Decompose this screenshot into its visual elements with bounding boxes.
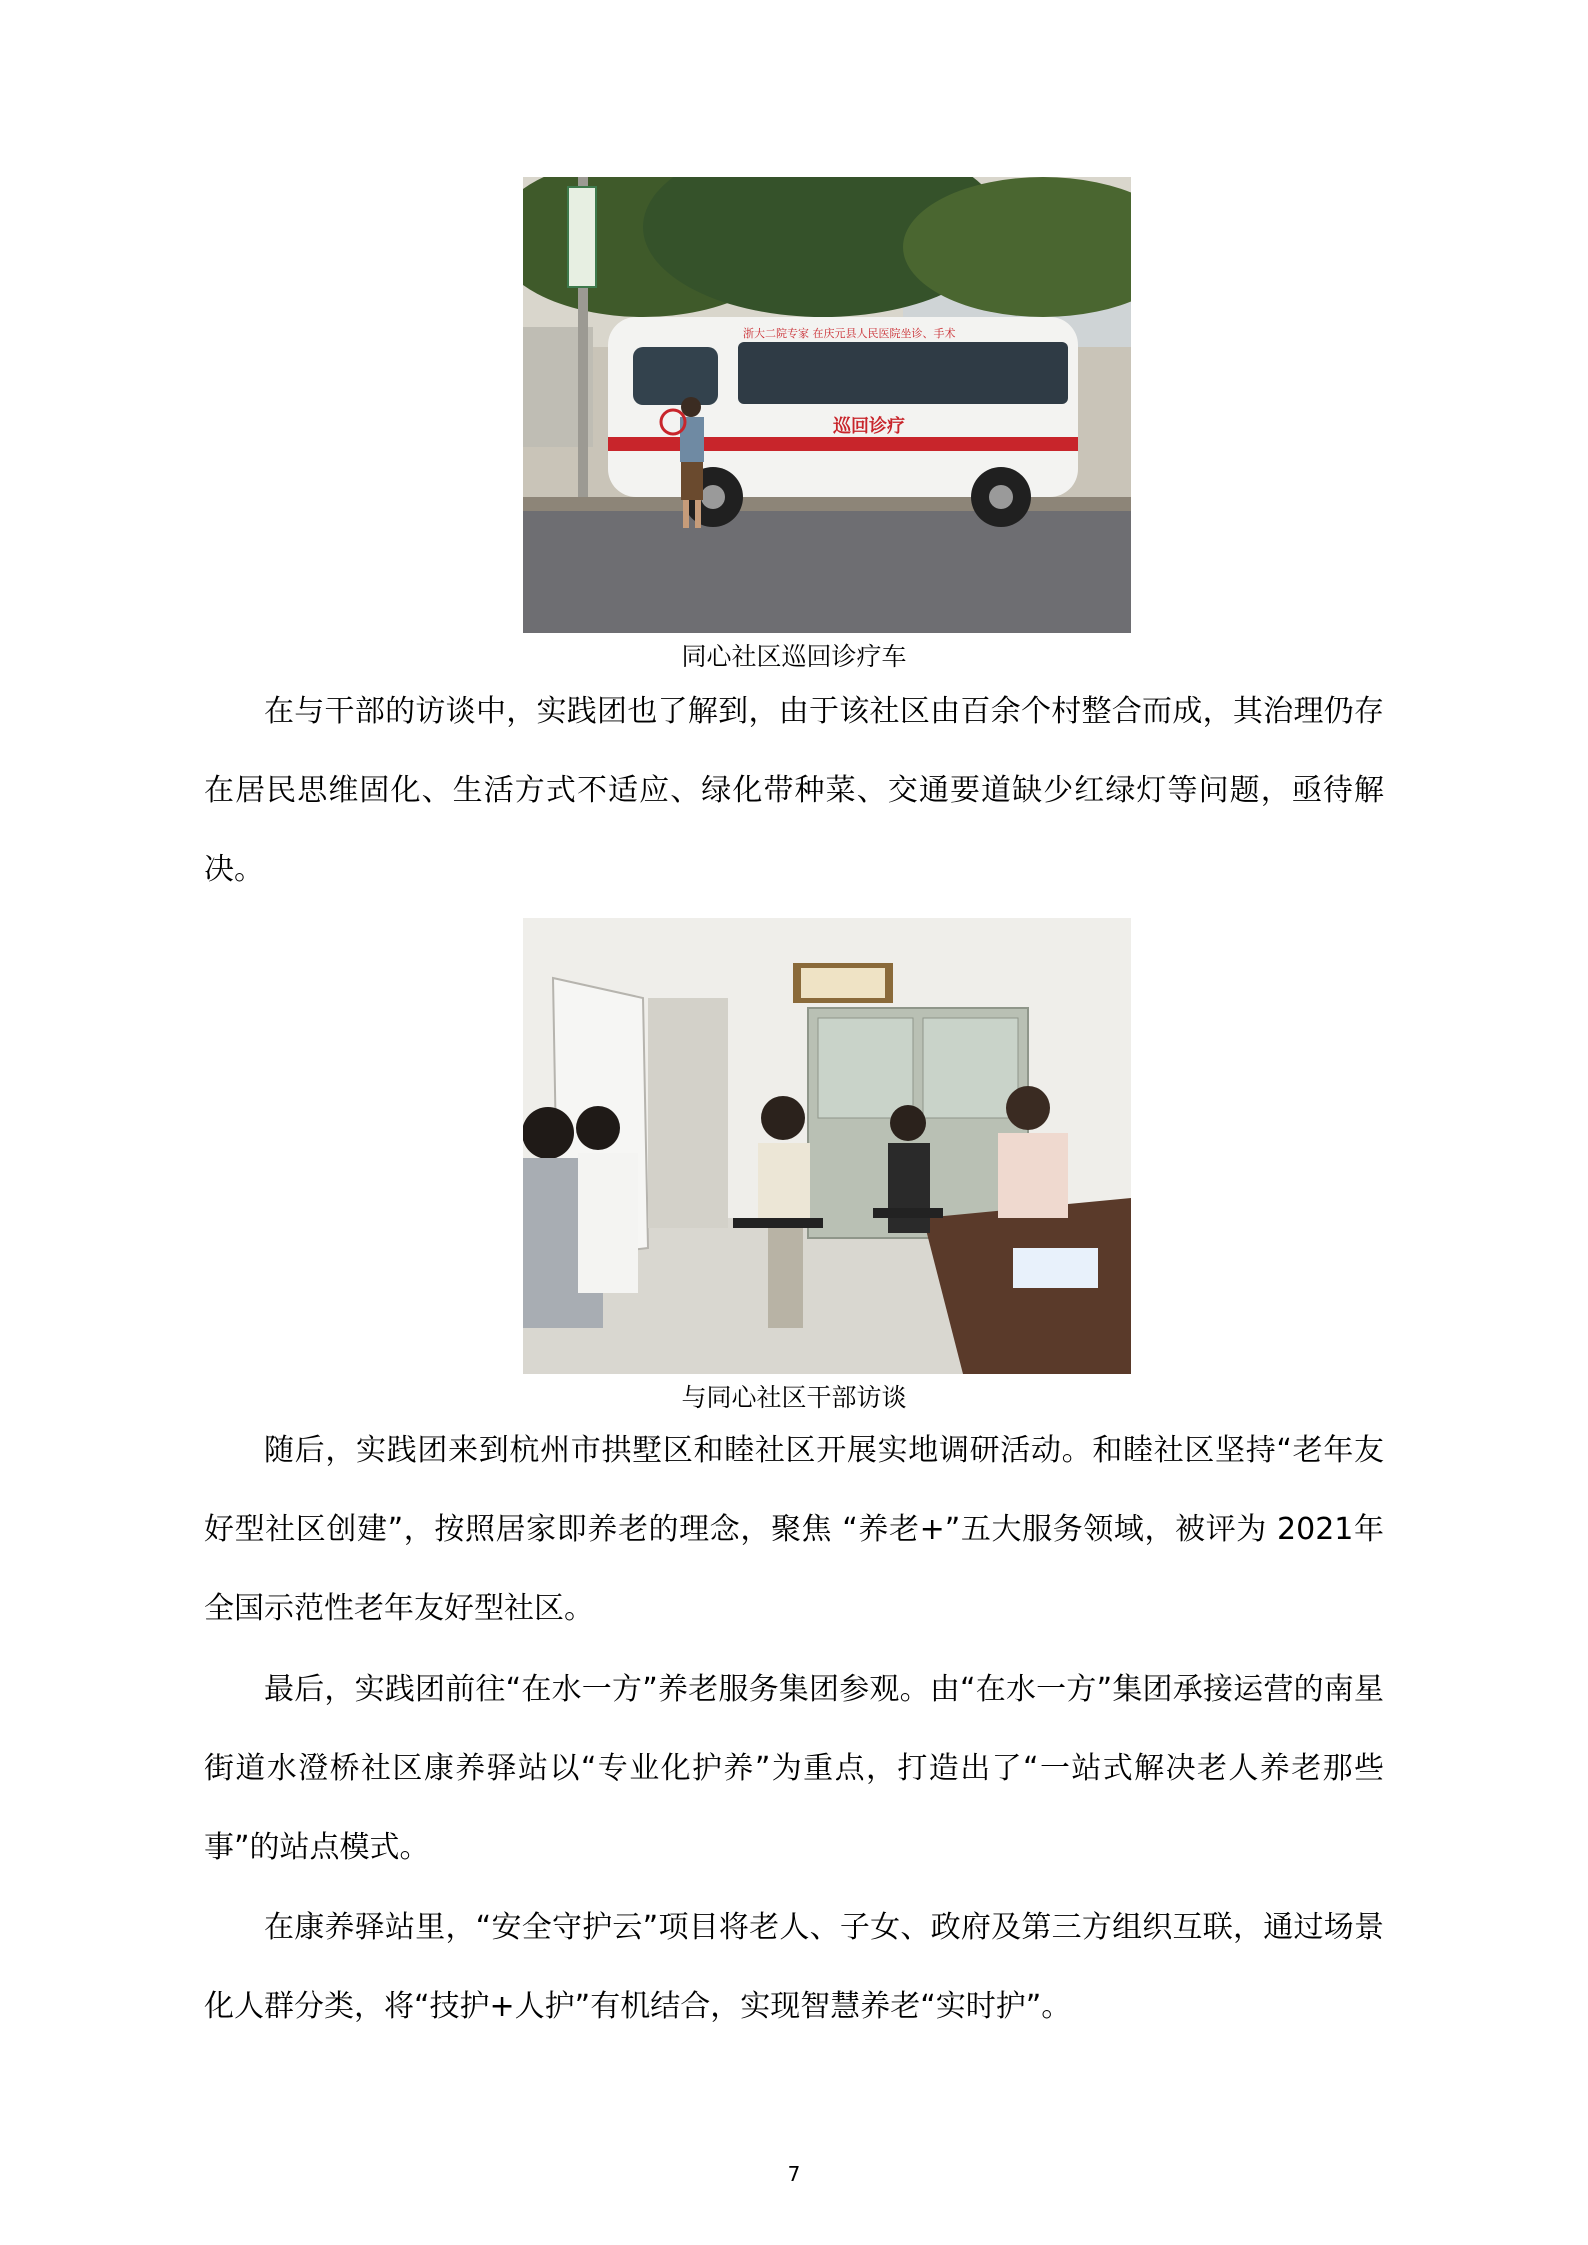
interview-photo [523,918,1131,1374]
bus-banner-text: 浙大二院专家 在庆元县人民医院坐诊、手术 [743,327,956,340]
page-number: 7 [787,2162,801,2186]
paragraph-2: 随后，实践团来到杭州市拱墅区和睦社区开展实地调研活动。和睦社区坚持“老年友好型社区创建”，按照居家即养老的理念，聚焦 “养老+”五大服务领域，被评为 2021年全国示范性老年友好型社区。 [204,1433,1384,1626]
paragraph-4: 在康养驿站里，“安全守护云”项目将老人、子女、政府及第三方组织互联，通过场景化人群分类，将“技护+人护”有机结合，实现智慧养老“实时护”。 [204,1910,1384,2024]
paragraph-1: 在与干部的访谈中，实践团也了解到，由于该社区由百余个村整合而成，其治理仍存在居民思维固化、生活方式不适应、绿化带种菜、交通要道缺少红绿灯等问题，亟待解决。 [204,694,1384,887]
paragraph-3: 最后，实践团前往“在水一方”养老服务集团参观。由“在水一方”集团承接运营的南星街道水澄桥社区康养驿站以“专业化护养”为重点，打造出了“一站式解决老人养老那些事”的站点模式。 [204,1672,1384,1865]
mobile-clinic-photo [523,177,1131,633]
bus-side-text: 巡回诊疗 [833,416,905,437]
figure-caption-1: 同心社区巡回诊疗车 [681,642,907,671]
figure-caption-2: 与同心社区干部访谈 [681,1383,907,1412]
